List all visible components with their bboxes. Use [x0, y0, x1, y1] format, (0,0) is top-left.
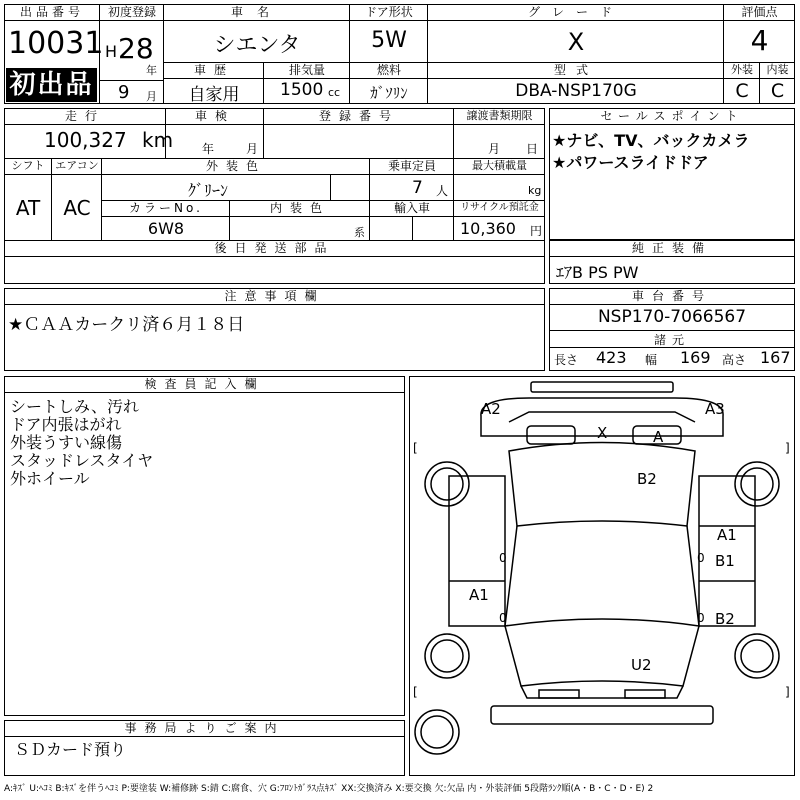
- reg-month: 9: [118, 82, 130, 103]
- zero-r1: 0: [697, 551, 705, 565]
- door-label: ドア形状: [350, 4, 428, 21]
- sales-point-1: ★ナビ、TV、バックカメラ: [552, 131, 750, 150]
- grade-cell: [428, 4, 724, 62]
- displacement-label: 排気量: [264, 62, 350, 79]
- sales-point-2: ★パワースライドドア: [552, 153, 709, 172]
- fuel: ｶﾞｿﾘﾝ: [370, 84, 408, 102]
- fuel-label: 燃料: [350, 62, 428, 79]
- mark-a2: A2: [481, 400, 501, 418]
- model: DBA-NSP170G: [515, 81, 637, 101]
- exterior-grade: C: [735, 80, 749, 102]
- history-label: 車歴: [164, 62, 264, 79]
- recycle-cell: [454, 200, 545, 240]
- inspector-label: 検査員記入欄: [4, 376, 405, 393]
- fuel-cell: [350, 62, 428, 104]
- bracket-l1: [: [413, 441, 418, 455]
- interior-grade: C: [770, 80, 785, 102]
- shift: AT: [15, 196, 41, 220]
- color-no-cell: [102, 200, 230, 240]
- displacement: 1500: [280, 80, 324, 100]
- insp-month-unit: 月: [246, 142, 259, 156]
- model-label: 型式: [428, 62, 724, 79]
- transfer-month-unit: 月: [488, 142, 501, 156]
- height-label: 高さ: [722, 353, 747, 367]
- year-unit: 年: [146, 64, 157, 77]
- inspector-line-2: ドア内張はがれ: [10, 415, 122, 434]
- car-name-label: 車名: [164, 4, 350, 21]
- bracket-r1: ]: [785, 441, 790, 455]
- load-label: 最大積載量: [454, 158, 545, 175]
- mark-a3: A3: [705, 400, 725, 418]
- lot-number: 10031: [8, 26, 104, 61]
- grade: X: [567, 28, 585, 56]
- door-type: 5W: [371, 28, 407, 53]
- ac-label: エアコン: [52, 158, 102, 175]
- displacement-unit: cc: [328, 86, 341, 99]
- ac: AC: [63, 196, 91, 220]
- model-cell: [428, 62, 724, 104]
- office-note: ＳＤカード預り: [14, 740, 127, 759]
- mark-b1: B1: [715, 552, 735, 570]
- notes: ★ＣＡＡカークリ済６月１８日: [8, 315, 245, 335]
- mileage-label: 走行: [4, 108, 166, 125]
- grade-label: グレード: [428, 4, 724, 21]
- car-diagram: [409, 376, 795, 776]
- load-unit: kg: [528, 184, 542, 197]
- first-reg-label: 初度登録: [100, 4, 164, 21]
- reg-no-cell: [264, 108, 454, 158]
- inspector-line-1: シートしみ、汚れ: [10, 397, 139, 416]
- import-cell: [370, 200, 454, 240]
- equipment: ｴｱB PS PW: [556, 263, 639, 282]
- score-cell: [724, 4, 795, 62]
- color-no-label: カラーNo.: [102, 200, 230, 217]
- score-label: 評価点: [724, 4, 795, 21]
- capacity: 7: [412, 178, 423, 198]
- legend: A:ｷｽﾞ U:ﾍｺﾐ B:ｷｽﾞを伴うﾍｺﾐ P:要塗装 W:補修跡 S:錆 C:腐食、穴 G:ﾌﾛﾝﾄｶﾞﾗｽ点ｷｽﾞ XX:交換済み X:要交換 欠:欠品 内・外装評価 5段階ﾗﾝｸ順(A・B・C・D・E) 2: [4, 784, 654, 794]
- sales-points-label: セールスポイント: [549, 108, 795, 125]
- mark-a-rear: A: [653, 428, 664, 446]
- reg-no-label: 登録番号: [264, 108, 454, 125]
- exterior-label: 外装: [724, 62, 760, 79]
- insp-year-unit: 年: [202, 142, 215, 156]
- chassis-label: 車台番号: [549, 288, 795, 305]
- height: 167: [760, 348, 791, 367]
- mileage-cell: [4, 108, 174, 158]
- shift-cell: [4, 158, 52, 240]
- dims-label: 諸元: [653, 333, 690, 347]
- capacity-cell: [370, 158, 454, 200]
- notes-label: 注意事項欄: [4, 288, 545, 305]
- chassis-number: NSP170-7066567: [597, 307, 747, 327]
- mark-b2-roof: B2: [637, 470, 657, 488]
- era: H: [105, 42, 118, 61]
- zero-l1: 0: [499, 551, 507, 565]
- exterior-cell: [724, 62, 760, 104]
- zero-l2: 0: [499, 611, 507, 625]
- mark-b2-right: B2: [715, 610, 735, 628]
- int-color-unit: 系: [354, 226, 365, 239]
- car-name-cell: [164, 4, 350, 62]
- door-cell: [350, 4, 428, 62]
- width: 169: [680, 348, 711, 367]
- reg-year: 28: [118, 32, 154, 65]
- ext-color-label: 外装色: [102, 158, 370, 175]
- shift-label: シフト: [4, 158, 52, 175]
- history-cell: [164, 62, 264, 104]
- ext-color-cell: [102, 158, 370, 200]
- first-listing-badge: 初出品: [6, 68, 97, 102]
- inspector-line-3: 外装うすい線傷: [10, 433, 123, 452]
- first-reg-cell: [100, 4, 164, 104]
- ac-cell: [52, 158, 102, 240]
- mark-a1-right: A1: [717, 526, 737, 544]
- mileage: 100,327: [44, 128, 127, 152]
- mark-a1-left: A1: [469, 586, 489, 604]
- mark-x: X: [597, 424, 608, 442]
- width-label: 幅: [645, 353, 658, 367]
- car-name: シエンタ: [213, 33, 301, 58]
- length: 423: [596, 348, 627, 367]
- displacement-cell: [264, 62, 350, 104]
- zero-r2: 0: [697, 611, 705, 625]
- capacity-label: 乗車定員: [370, 158, 454, 175]
- inspection-cell: [166, 108, 264, 158]
- transfer-day-unit: 日: [526, 142, 539, 156]
- office-label: 事務局よりご案内: [4, 720, 405, 737]
- mileage-unit: km: [142, 128, 174, 152]
- recycle-unit: 円: [530, 224, 543, 238]
- import-label: 輸入車: [370, 200, 454, 217]
- later-parts-label: 後日発送部品: [4, 240, 545, 257]
- load-cell: [454, 158, 545, 200]
- equipment-label: 純正装備: [549, 240, 795, 257]
- transfer-label: 譲渡書類期限: [454, 108, 545, 125]
- month-unit: 月: [146, 90, 157, 103]
- lot-cell: [4, 4, 104, 104]
- interior-label: 内装: [760, 62, 795, 79]
- history: 自家用: [188, 85, 240, 105]
- recycle-label: リサイクル預託金: [454, 200, 545, 217]
- mark-u2: U2: [631, 656, 652, 674]
- recycle: 10,360: [460, 219, 516, 238]
- bracket-r2: ]: [785, 685, 790, 699]
- int-color-cell: [230, 200, 370, 240]
- transfer-cell: [454, 108, 545, 158]
- inspector-line-5: 外ホイール: [10, 469, 90, 488]
- capacity-unit: 人: [436, 184, 449, 198]
- interior-cell: [760, 62, 795, 104]
- lot-label: 出品番号: [4, 4, 100, 21]
- inspection-label: 車検: [166, 108, 264, 125]
- score: 4: [750, 24, 769, 57]
- int-color-label: 内装色: [230, 200, 370, 217]
- length-label: 長さ: [554, 353, 579, 367]
- color-no: 6W8: [147, 219, 185, 238]
- bracket-l2: [: [413, 685, 418, 699]
- ext-color: ｸﾞﾘｰﾝ: [188, 181, 229, 200]
- inspector-line-4: スタッドレスタイヤ: [10, 451, 154, 470]
